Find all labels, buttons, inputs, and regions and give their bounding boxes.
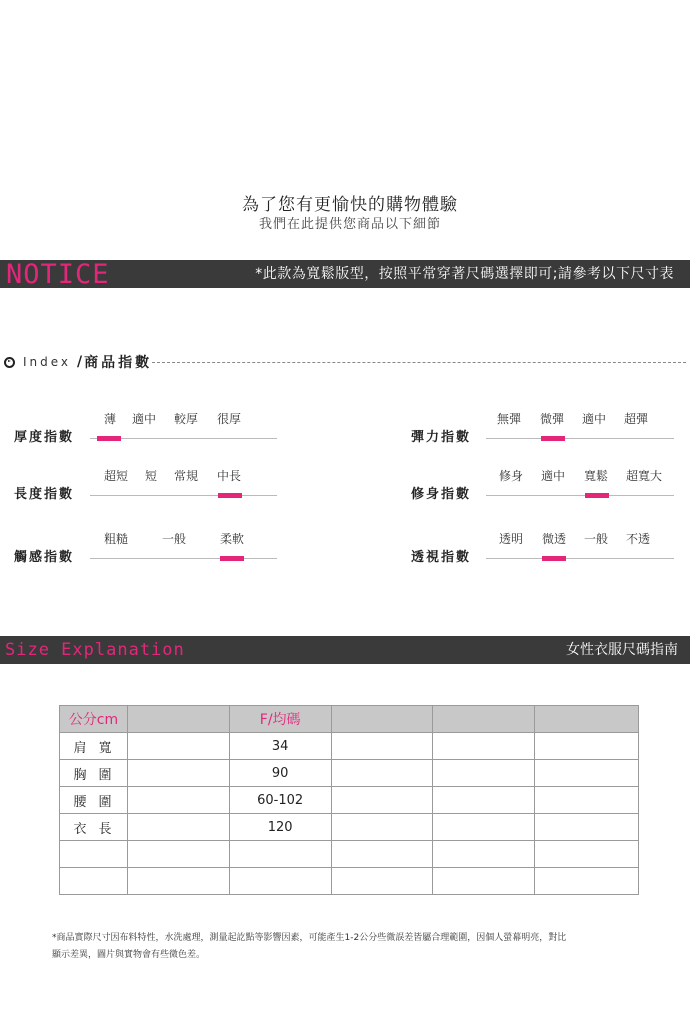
table-cell xyxy=(331,868,433,895)
table-header-row xyxy=(60,706,639,733)
row-label: 衣長 xyxy=(60,814,128,841)
metric-track xyxy=(90,495,277,496)
metric-option: 較厚 xyxy=(174,412,199,426)
metric-label: 長度指數 xyxy=(14,487,75,502)
table-header-cell xyxy=(535,706,639,733)
metric-label: 觸感指數 xyxy=(14,550,75,565)
metric-option: 一般 xyxy=(584,532,609,546)
table-row xyxy=(60,733,639,760)
table-cell xyxy=(127,814,229,841)
table-header-cell xyxy=(331,706,433,733)
table-cell xyxy=(127,733,229,760)
footnote xyxy=(52,930,652,964)
metric-option: 很厚 xyxy=(217,412,242,426)
table-row xyxy=(60,841,639,868)
table-cell xyxy=(535,760,639,787)
table-row xyxy=(60,814,639,841)
table-cell xyxy=(433,868,535,895)
metric-option: 微透 xyxy=(542,532,567,546)
table-row xyxy=(60,868,639,895)
metric-option: 薄 xyxy=(104,412,117,426)
index-label-zh: 商品指數 xyxy=(84,355,153,371)
table-cell xyxy=(127,868,229,895)
metric-option: 修身 xyxy=(499,469,524,483)
metric-label: 彈力指數 xyxy=(411,430,472,445)
table-cell xyxy=(535,868,639,895)
size-banner xyxy=(0,636,690,664)
table-cell xyxy=(433,841,535,868)
notice-banner xyxy=(0,260,690,288)
metric-option: 超彈 xyxy=(624,412,649,426)
table-header-cell xyxy=(433,706,535,733)
metric-marker xyxy=(585,493,609,498)
metric-option: 適中 xyxy=(582,412,607,426)
table-cell xyxy=(331,841,433,868)
metric-marker xyxy=(542,556,566,561)
metric-option: 中長 xyxy=(217,469,242,483)
metric-fit xyxy=(411,467,700,517)
table-cell xyxy=(127,841,229,868)
table-cell xyxy=(127,787,229,814)
metric-transparency xyxy=(411,530,700,580)
metric-label: 厚度指數 xyxy=(14,430,75,445)
table-cell xyxy=(535,814,639,841)
metric-option: 短 xyxy=(145,469,158,483)
table-cell xyxy=(331,760,433,787)
index-divider xyxy=(152,362,686,363)
metric-option: 超短 xyxy=(104,469,129,483)
row-label: 腰圍 xyxy=(60,787,128,814)
size-guide-text: 女性衣服尺碼指南 xyxy=(566,642,678,658)
metric-option: 柔軟 xyxy=(220,532,245,546)
table-header-cell: 公分cm xyxy=(60,706,128,733)
table-cell: 60-102 xyxy=(229,787,331,814)
metric-option: 微彈 xyxy=(540,412,565,426)
table-cell xyxy=(331,787,433,814)
table-cell xyxy=(229,868,331,895)
metric-elasticity xyxy=(411,410,700,460)
metric-marker xyxy=(541,436,565,441)
size-title: Size Explanation xyxy=(5,640,185,660)
metric-option: 粗糙 xyxy=(104,532,129,546)
table-cell xyxy=(433,760,535,787)
metric-marker xyxy=(218,493,242,498)
table-row xyxy=(60,787,639,814)
table-cell: 120 xyxy=(229,814,331,841)
index-header xyxy=(4,353,152,371)
size-table xyxy=(59,705,639,895)
table-header-cell: F/均碼 xyxy=(229,706,331,733)
metric-length xyxy=(14,467,314,517)
metric-option: 一般 xyxy=(162,532,187,546)
metric-option: 適中 xyxy=(541,469,566,483)
notice-title: NOTICE xyxy=(6,259,110,290)
metric-option: 無彈 xyxy=(497,412,522,426)
intro-title: 為了您有更愉快的購物體驗 xyxy=(242,195,458,215)
metric-track xyxy=(90,558,277,559)
metric-texture xyxy=(14,530,314,580)
table-cell xyxy=(535,841,639,868)
metric-marker xyxy=(220,556,244,561)
table-cell xyxy=(331,814,433,841)
index-slash: / xyxy=(77,354,83,370)
metric-label: 修身指數 xyxy=(411,487,472,502)
footnote-line: 顯示差異，圖片與實物會有些微色差。 xyxy=(52,950,206,960)
index-label-en: Index xyxy=(23,355,72,369)
table-cell xyxy=(535,787,639,814)
metric-option: 適中 xyxy=(132,412,157,426)
metric-thickness xyxy=(14,410,314,460)
row-label: 胸圍 xyxy=(60,760,128,787)
table-cell xyxy=(127,760,229,787)
table-cell: 34 xyxy=(229,733,331,760)
table-header-cell xyxy=(127,706,229,733)
circle-arrow-icon xyxy=(4,357,15,368)
table-cell xyxy=(433,733,535,760)
table-cell xyxy=(60,868,128,895)
metric-label: 透視指數 xyxy=(411,550,472,565)
footnote-line: *商品實際尺寸因布料特性，水洗處理，測量起訖點等影響因素，可能產生1-2公分些微誤差皆屬合理範圍，因個人螢幕明亮，對比 xyxy=(52,933,567,943)
metric-track xyxy=(486,558,674,559)
metric-option: 常規 xyxy=(174,469,199,483)
table-cell xyxy=(229,841,331,868)
table-cell xyxy=(60,841,128,868)
metric-option: 不透 xyxy=(626,532,651,546)
table-cell xyxy=(331,733,433,760)
metric-marker xyxy=(97,436,121,441)
metric-option: 透明 xyxy=(499,532,524,546)
notice-text: *此款為寬鬆版型，按照平常穿著尺碼選擇即可;請參考以下尺寸表 xyxy=(255,266,674,282)
intro-subtitle: 我們在此提供您商品以下細節 xyxy=(258,217,441,232)
table-cell xyxy=(433,787,535,814)
metric-track xyxy=(486,495,674,496)
table-cell xyxy=(433,814,535,841)
table-cell: 90 xyxy=(229,760,331,787)
table-row xyxy=(60,760,639,787)
table-cell xyxy=(535,733,639,760)
row-label: 肩寬 xyxy=(60,733,128,760)
metric-option: 超寬大 xyxy=(626,469,663,483)
metric-track xyxy=(486,438,674,439)
metric-option: 寬鬆 xyxy=(584,469,609,483)
